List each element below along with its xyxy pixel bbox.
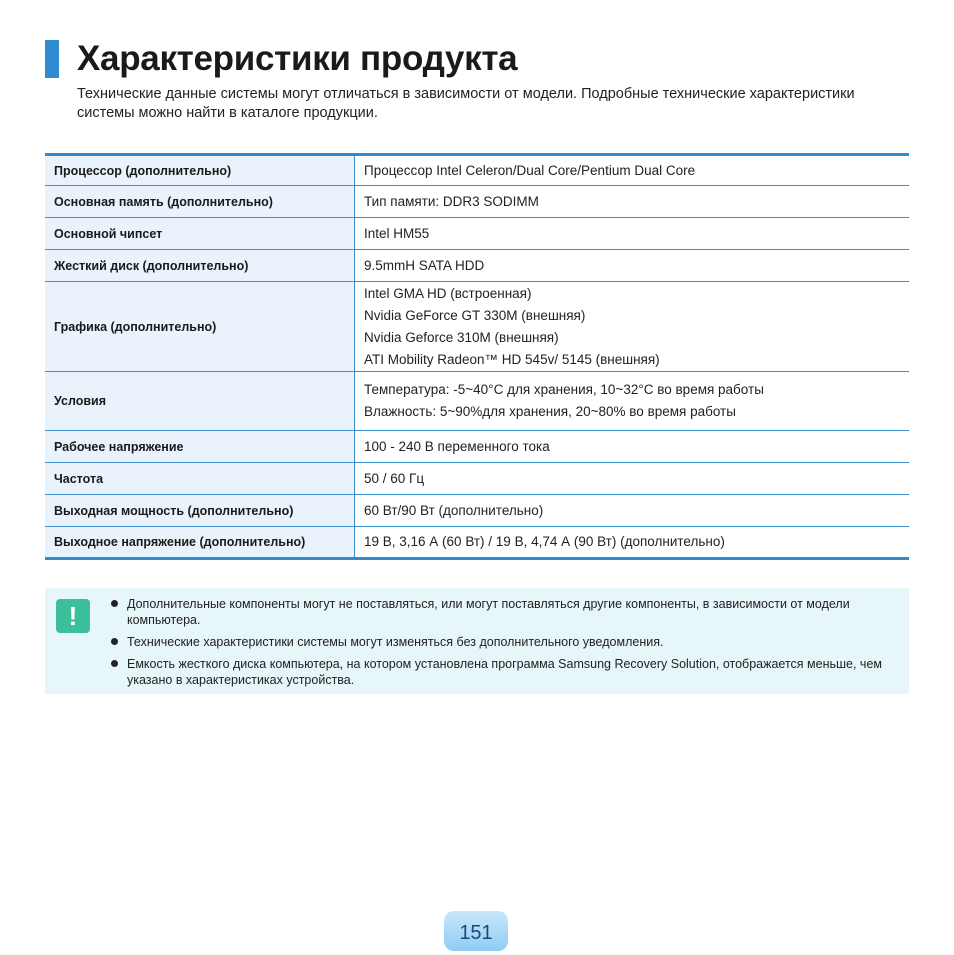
spec-value-line: Тип памяти: DDR3 SODIMM <box>364 193 539 209</box>
spec-key: Процессор (дополнительно) <box>45 155 355 186</box>
spec-value-line: 100 - 240 В переменного тока <box>364 438 550 454</box>
spec-value-line: Температура: -5~40°C для хранения, 10~32°C во время работы <box>364 382 764 397</box>
spec-value <box>355 282 910 372</box>
spec-key: Условия <box>45 372 355 431</box>
spec-value <box>355 218 910 250</box>
spec-value <box>355 155 910 186</box>
spec-value-line: Nvidia Geforce 310M (внешняя) <box>364 329 559 345</box>
specs-table <box>45 153 909 560</box>
spec-row <box>45 527 909 559</box>
spec-value-line: 19 В, 3,16 А (60 Вт) / 19 В, 4,74 А (90 Вт) (дополнительно) <box>364 534 725 549</box>
spec-key: Жесткий диск (дополнительно) <box>45 250 355 282</box>
spec-key: Рабочее напряжение <box>45 431 355 463</box>
spec-value <box>355 495 910 527</box>
note-item: Емкость жесткого диска компьютера, на котором установлена программа Samsung Recovery Solution, отображается меньше, чем указано в характеристиках устройства. <box>111 656 896 688</box>
spec-row <box>45 372 909 431</box>
spec-row <box>45 155 909 186</box>
spec-key: Основной чипсет <box>45 218 355 250</box>
spec-value-line: Intel GMA HD (встроенная) <box>364 285 532 301</box>
spec-value <box>355 372 910 431</box>
spec-value <box>355 431 910 463</box>
note-item: Технические характеристики системы могут изменяться без дополнительного уведомления. <box>111 634 896 650</box>
spec-key: Выходная мощность (дополнительно) <box>45 495 355 527</box>
note-list <box>111 596 896 694</box>
note-item: Дополнительные компоненты могут не поставляться, или могут поставляться другие компоненты, в зависимости от модели компьютера. <box>111 596 896 628</box>
note-box <box>45 588 909 694</box>
spec-row <box>45 218 909 250</box>
spec-value <box>355 250 910 282</box>
spec-row <box>45 463 909 495</box>
spec-value-line: 60 Вт/90 Вт (дополнительно) <box>364 502 544 518</box>
exclamation-icon: ! <box>56 599 90 633</box>
page-number: 151 <box>444 911 508 951</box>
intro-text: Технические данные системы могут отличаться в зависимости от модели. Подробные технические характеристики системы можно найти в каталоге продукции. <box>77 86 855 121</box>
spec-value <box>355 527 910 559</box>
spec-value <box>355 186 910 218</box>
spec-value-line: Nvidia GeForce GT 330M (внешняя) <box>364 307 586 323</box>
spec-value-line: Влажность: 5~90%для хранения, 20~80% во время работы <box>364 404 736 419</box>
spec-value-line: ATI Mobility Radeon™ HD 545v/ 5145 (внешняя) <box>364 351 660 367</box>
spec-row <box>45 495 909 527</box>
spec-row <box>45 431 909 463</box>
spec-key: Основная память (дополнительно) <box>45 186 355 218</box>
spec-row <box>45 186 909 218</box>
spec-value-line: 50 / 60 Гц <box>364 470 425 486</box>
title-accent-bar <box>45 40 59 78</box>
spec-value-line: 9.5mmH SATA HDD <box>364 257 485 273</box>
page-title: Характеристики продукта <box>77 39 518 78</box>
spec-value <box>355 463 910 495</box>
spec-value-line: Intel HM55 <box>364 225 430 241</box>
spec-value-line: Процессор Intel Celeron/Dual Core/Pentium Dual Core <box>364 162 696 178</box>
spec-key: Частота <box>45 463 355 495</box>
spec-key: Выходное напряжение (дополнительно) <box>45 527 355 559</box>
spec-row <box>45 282 909 372</box>
spec-row <box>45 250 909 282</box>
spec-key: Графика (дополнительно) <box>45 282 355 372</box>
